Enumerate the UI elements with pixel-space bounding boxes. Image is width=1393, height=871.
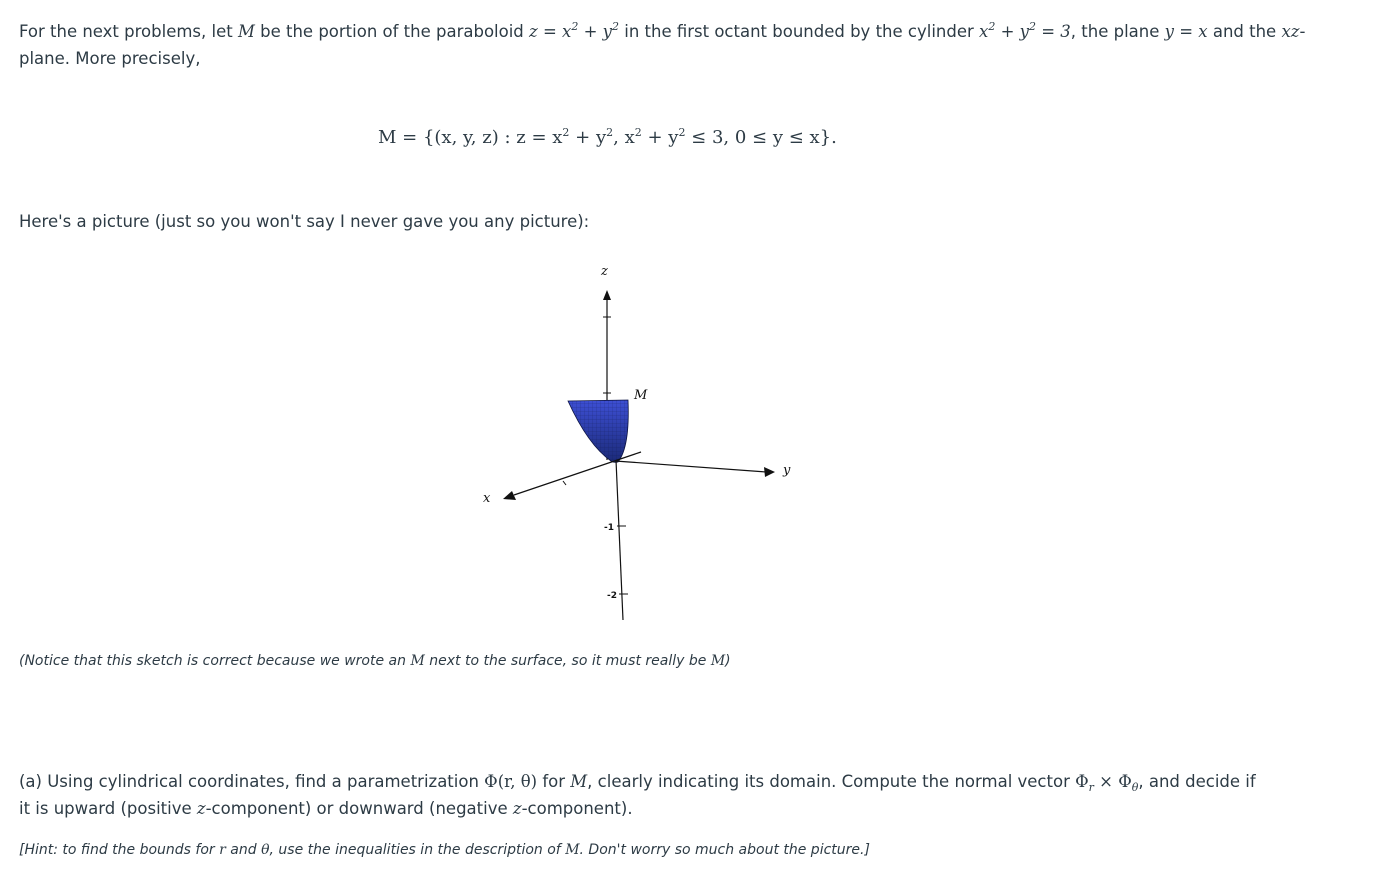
- picture-intro: Here's a picture (just so you won't say I never gave you any picture):: [19, 212, 590, 231]
- math-xz: xz: [1281, 22, 1300, 41]
- intro-text: For the next problems, let: [19, 22, 238, 41]
- y-axis-arrowhead: [764, 467, 775, 477]
- math-M: M: [237, 22, 255, 41]
- math-parametrization: Φ(r, θ): [484, 772, 538, 791]
- x-axis: [514, 452, 641, 495]
- hint-text: [19, 839, 870, 861]
- hint-part: . Don't worry so much about the picture.]: [579, 842, 870, 858]
- surface-label: M: [634, 388, 648, 403]
- caption-text: (Notice that this sketch is correct because we wrote an: [19, 653, 411, 669]
- question-text: -component).: [521, 799, 633, 818]
- tick-label-neg2: -2: [607, 591, 617, 601]
- x-tick: [563, 481, 566, 485]
- tick-label-neg1: -1: [604, 523, 614, 533]
- math-M: M: [565, 842, 580, 858]
- intro-text: , the plane: [1070, 22, 1165, 41]
- math-cylinder-equation: $x^2 + y^2 = 3$: [979, 20, 1071, 41]
- y-axis: [615, 461, 766, 472]
- negative-z-axis: [616, 460, 623, 620]
- y-axis-label: y: [783, 463, 791, 478]
- intro-paragraph: [19, 18, 1339, 72]
- surface-mesh: [568, 400, 628, 462]
- math-plane-equation: y = x: [1164, 22, 1208, 41]
- intro-text: -plane. More precisely,: [19, 22, 1306, 68]
- math-z: z: [196, 799, 206, 818]
- caption-text: ): [725, 653, 731, 669]
- math-theta: θ: [261, 842, 270, 858]
- math-normal-vector: $\Phi_r \times \Phi_\theta$: [1075, 772, 1139, 794]
- math-r: r: [219, 842, 226, 858]
- math-paraboloid-equation: $z = x^2 + y^2$: [529, 20, 619, 41]
- hint-part: and: [225, 842, 262, 858]
- question-text: for: [537, 772, 571, 791]
- math-M: M: [410, 653, 425, 669]
- display-equation: M = {(x, y, z) : $z = x^2 + y^2$, $x^2 + y^2 \le 3$, 0 ≤ y ≤ x}.: [378, 126, 837, 148]
- intro-text: in the first octant bounded by the cylinder: [619, 22, 980, 41]
- intro-text: and the: [1207, 22, 1282, 41]
- surface-sketch: [460, 255, 820, 630]
- z-axis-arrowhead: [603, 290, 611, 300]
- question-text: -component) or downward (negative: [205, 799, 513, 818]
- question-text: , and decide if it is upward (positive: [19, 772, 1256, 818]
- question-part-a: [19, 768, 1259, 822]
- question-text: (a) Using cylindrical coordinates, find a parametrization: [19, 772, 485, 791]
- intro-text: be the portion of the paraboloid: [254, 22, 530, 41]
- math-M: M: [570, 772, 588, 791]
- caption-text: next to the surface, so it must really be: [424, 653, 711, 669]
- figure-caption: [19, 650, 731, 672]
- x-axis-arrowhead: [503, 491, 516, 500]
- x-axis-label: x: [483, 491, 491, 506]
- z-axis-label: z: [601, 264, 608, 279]
- hint-part: , use the inequalities in the description of: [269, 842, 566, 858]
- math-z: z: [512, 799, 522, 818]
- math-M: M: [710, 653, 726, 669]
- hint-part: [Hint: to find the bounds for: [19, 842, 220, 858]
- question-text: , clearly indicating its domain. Compute the normal vector: [587, 772, 1076, 791]
